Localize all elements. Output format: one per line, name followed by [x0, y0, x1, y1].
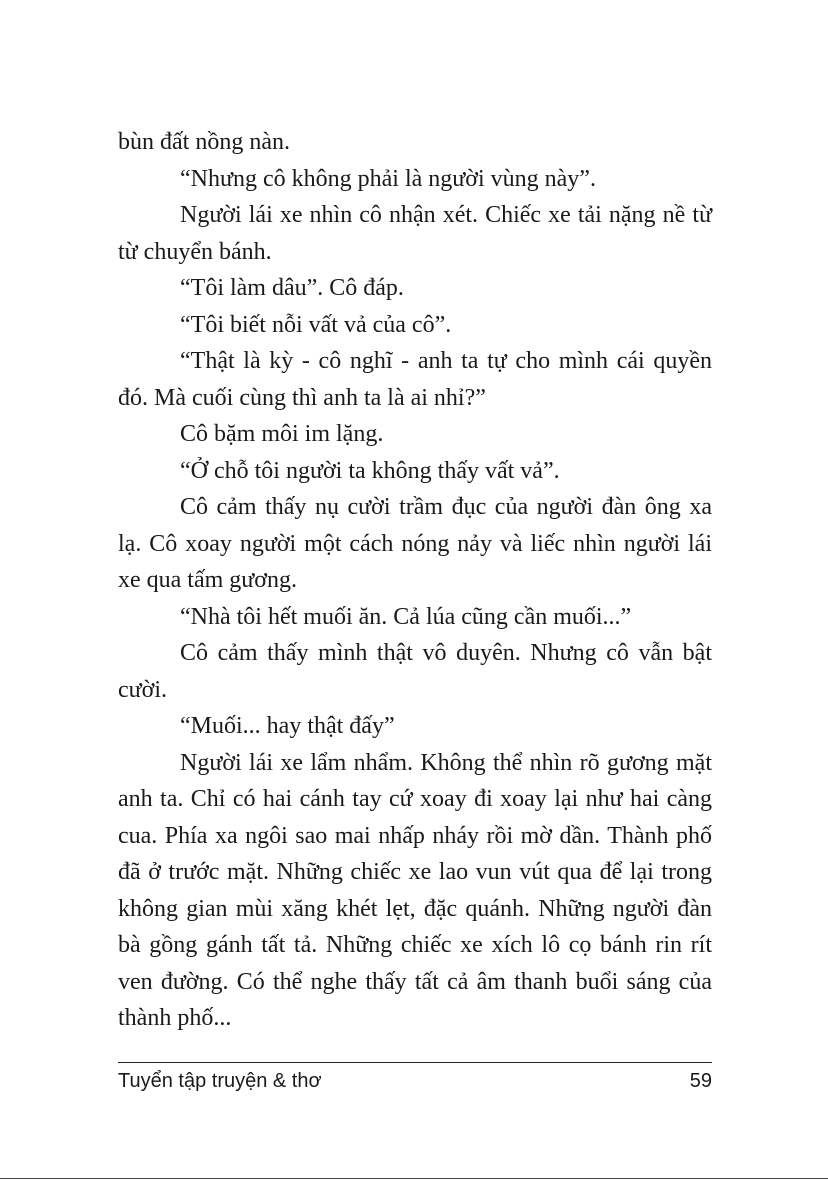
paragraph: Người lái xe lẩm nhẩm. Không thể nhìn rõ gương mặt anh ta. Chỉ có hai cánh tay cứ xoay đi xoay lại như hai càng cua. Phía xa ngôi sao mai nhấp nháy rồi mờ dần. Thành phố đã ở trước mặt. Những chiếc xe lao vun vút qua để lại trong không gian mùi xăng khét lẹt, đặc quánh. Những người đàn bà gồng gánh tất tả. Những chiếc xe xích lô cọ bánh rin rít ven đường. Có thể nghe thấy tất cả âm thanh buổi sáng của thành phố...	[118, 749, 712, 1031]
paragraph: “Tôi làm dâu”. Cô đáp.	[180, 275, 404, 301]
paragraph: Cô cảm thấy nụ cười trầm đục của người đàn ông xa lạ. Cô xoay người một cách nóng nảy và liếc nhìn người lái xe qua tấm gương.	[118, 494, 712, 593]
paragraph: Người lái xe nhìn cô nhận xét. Chiếc xe tải nặng nề từ từ chuyển bánh.	[118, 202, 712, 265]
paragraph: “Muối... hay thật đấy”	[180, 713, 395, 739]
footer-divider	[118, 1062, 712, 1063]
paragraph: “Nhưng cô không phải là người vùng này”.	[180, 165, 596, 192]
paragraph: “Thật là kỳ - cô nghĩ - anh ta tự cho mình cái quyền đó. Mà cuối cùng thì anh ta là ai nhỉ?”	[118, 348, 712, 411]
paragraph: “Ở chỗ tôi người ta không thấy vất vả”.	[180, 457, 560, 484]
footer-book-title: Tuyển tập truyện & thơ	[118, 1070, 322, 1092]
paragraph: “Tôi biết nỗi vất vả của cô”.	[180, 311, 452, 338]
paragraph: Cô bặm môi im lặng.	[180, 421, 384, 447]
paragraph: “Nhà tôi hết muối ăn. Cả lúa cũng cần muối...”	[180, 603, 632, 630]
paragraph-continuation: bùn đất nồng nàn.	[118, 129, 290, 155]
page-number: 59	[689, 1070, 712, 1092]
story-text	[118, 124, 712, 1037]
paragraph: Cô cảm thấy mình thật vô duyên. Nhưng cô vẫn bật cười.	[118, 640, 712, 703]
page-edge-line	[0, 1178, 828, 1179]
